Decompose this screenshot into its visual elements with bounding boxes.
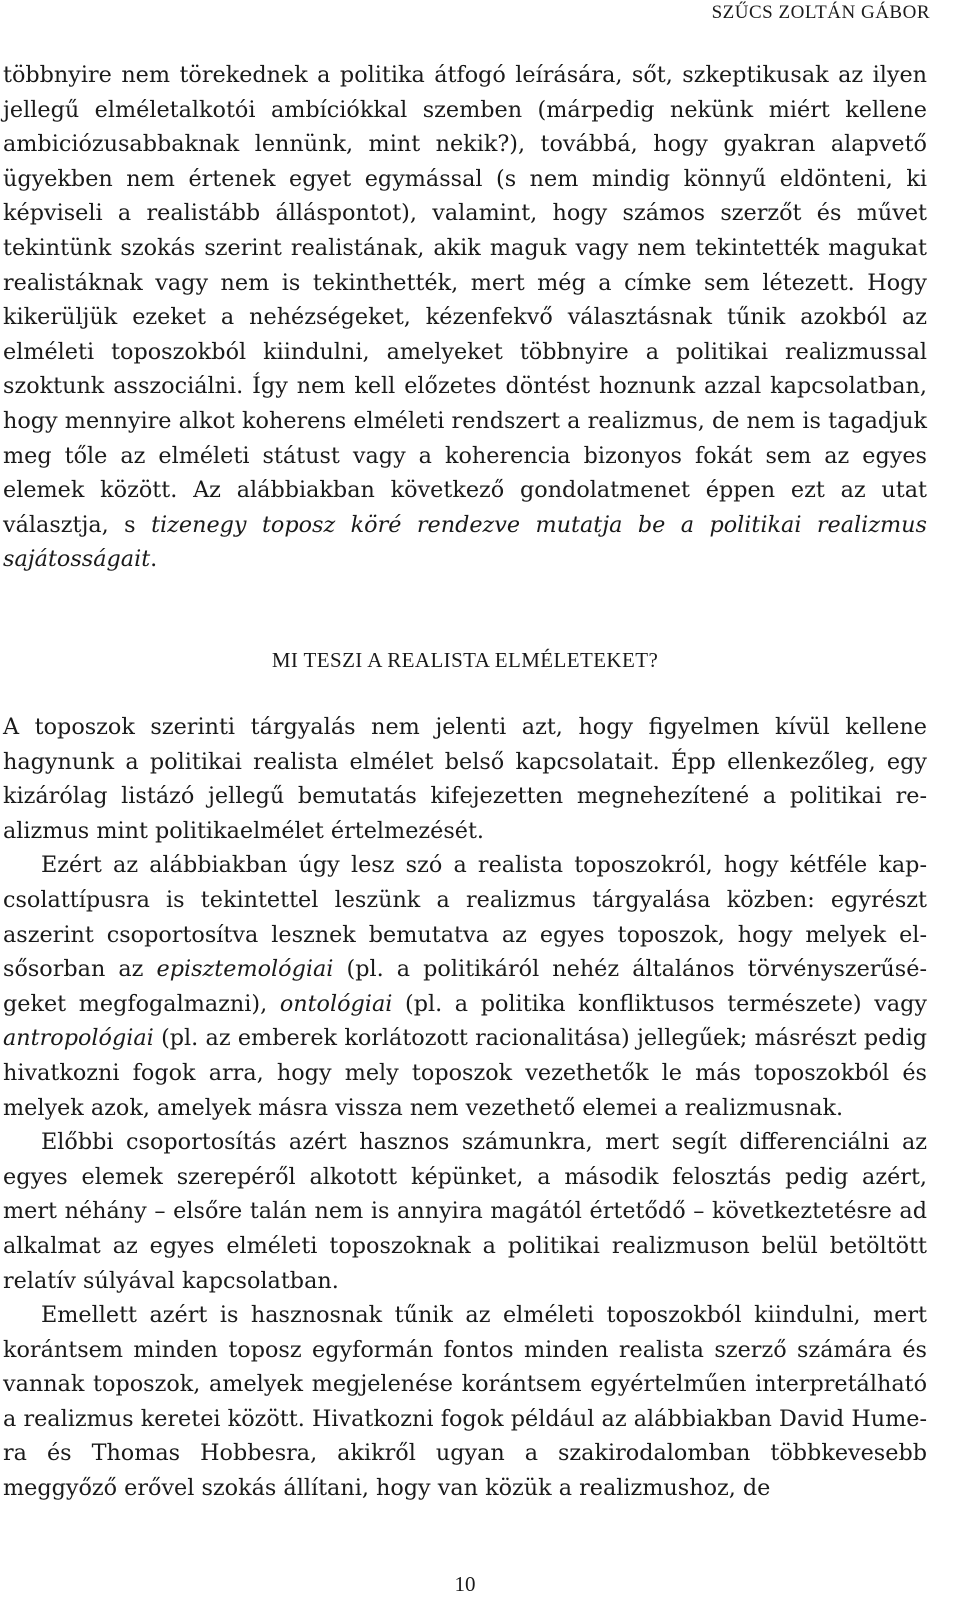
paragraph-continuation <box>3 58 927 577</box>
paragraph-1 <box>3 710 927 848</box>
paragraph-text: A toposzok szerinti tárgyalás nem jelenti azt, hogy figyelmen kívül kellene hagynunk a politikai realista elmélet belső kapcsolatait. Épp ellenkezőleg, egy kizárólag listázó jellegű bemutatás kifejezetten megnehezítené a politikai realizmus mint politikaelmélet értelmezését. <box>3 714 927 844</box>
paragraph-text: Emellett azért is hasznosnak tűnik az elméleti toposzokból kiindulni, mert korántsem minden toposz egyformán fontos minden realista szerző számára és vannak toposzok, amelyek megjelenése korántsem egyértelműen interpretálható a realizmus keretei között. Hivatkozni fogok például az alábbiakban David Hume-ra és Thomas Hobbesra, akikről ugyan a szakirodalomban többkevesebb meggyőző erővel szokás állítani, hogy van közük a realizmushoz, de <box>3 1302 927 1502</box>
paragraph-text: (pl. a politika konfliktusos természete) vagy <box>392 990 927 1017</box>
paragraph-2 <box>3 848 927 1125</box>
emphasis-text: antropológiai <box>3 1025 154 1052</box>
running-head: SZŰCS ZOLTÁN GÁBOR <box>711 2 930 23</box>
emphasis-text: episztemológiai <box>156 956 334 983</box>
paragraph-text: (pl. az emberek korlátozott racionalitása) jellegűek; másrészt pedig hivatkozni fogok arra, hogy mely toposzok vezethetők le más toposzokból és melyek azok, amelyek másra vissza nem vezethető elemei a realizmusnak. <box>3 1025 927 1121</box>
paragraph-text: (pl. a politikáról nehéz általános törvényszerűségeket megfogalmazni), <box>3 956 927 1017</box>
paragraph-3 <box>3 1125 927 1298</box>
emphasis-text: ontológiai <box>279 990 393 1017</box>
text-block-section <box>3 710 927 1506</box>
paragraph-text: . <box>150 546 158 573</box>
paragraph-text: többnyire nem törekednek a politika átfogó leírására, sőt, szkeptikusak az ilyen jellegű elméletalkotói ambíciókkal szemben (márpedig nekünk miért kellene ambiciózusabbaknak lennünk, mint nekik?), továbbá, hogy gyakran alapvető ügyekben nem értenek egyet egymással (s nem mindig könnyű eldönteni, ki képviseli a realistább álláspontot), valamint, hogy számos szerzőt és művet tekintünk szokás szerint realistának, akik maguk vagy nem tekintették magukat realistáknak vagy nem is tekinthették, mert még a címke sem létezett. Hogy kikerüljük ezeket a nehézségeket, kézenfekvő választásnak tűnik azokból az elméleti toposzokból kiindulni, amelyeket többnyire a politikai realizmussal szoktunk asszociálni. Így nem kell előzetes döntést hoznunk azzal kapcsolatban, hogy mennyire alkot koherens elméleti rendszert a realizmus, de nem is tagadjuk meg tőle az elméleti státust vagy a koherencia bizonyos fokát sem az egyes elemek között. Az alábbiakban következő gondolatmenet éppen ezt az utat választja, s <box>3 62 927 538</box>
page-number: 10 <box>454 1572 476 1596</box>
emphasis-text: tizenegy toposz köré rendezve mutatja be a politikai realizmus sajátosságait <box>3 511 927 573</box>
paragraph-text: Ezért az alábbiakban úgy lesz szó a realista toposzokról, hogy kétféle kapcsolattípusra is tekintettel leszünk a realizmus tárgyalása közben: egyrészt aszerint csoportosítva lesznek bemutatva az egyes toposzok, hogy melyek elsősorban az <box>3 852 927 983</box>
paragraph-text: Előbbi csoportosítás azért hasznos számunkra, mert segít differenciálni az egyes elemek szerepéről alkotott képünket, a második felosztás pedig azért, mert néhány – elsőre talán nem is annyira magától értetődő – következtetésre ad alkalmat az egyes elméleti toposzoknak a politikai realizmuson belül betöltött relatív súlyával kapcsolatban. <box>3 1129 927 1294</box>
paragraph-4 <box>3 1298 927 1506</box>
section-heading: MI TESZI A REALISTA ELMÉLETEKET? <box>271 648 659 672</box>
text-block-intro <box>3 58 927 577</box>
